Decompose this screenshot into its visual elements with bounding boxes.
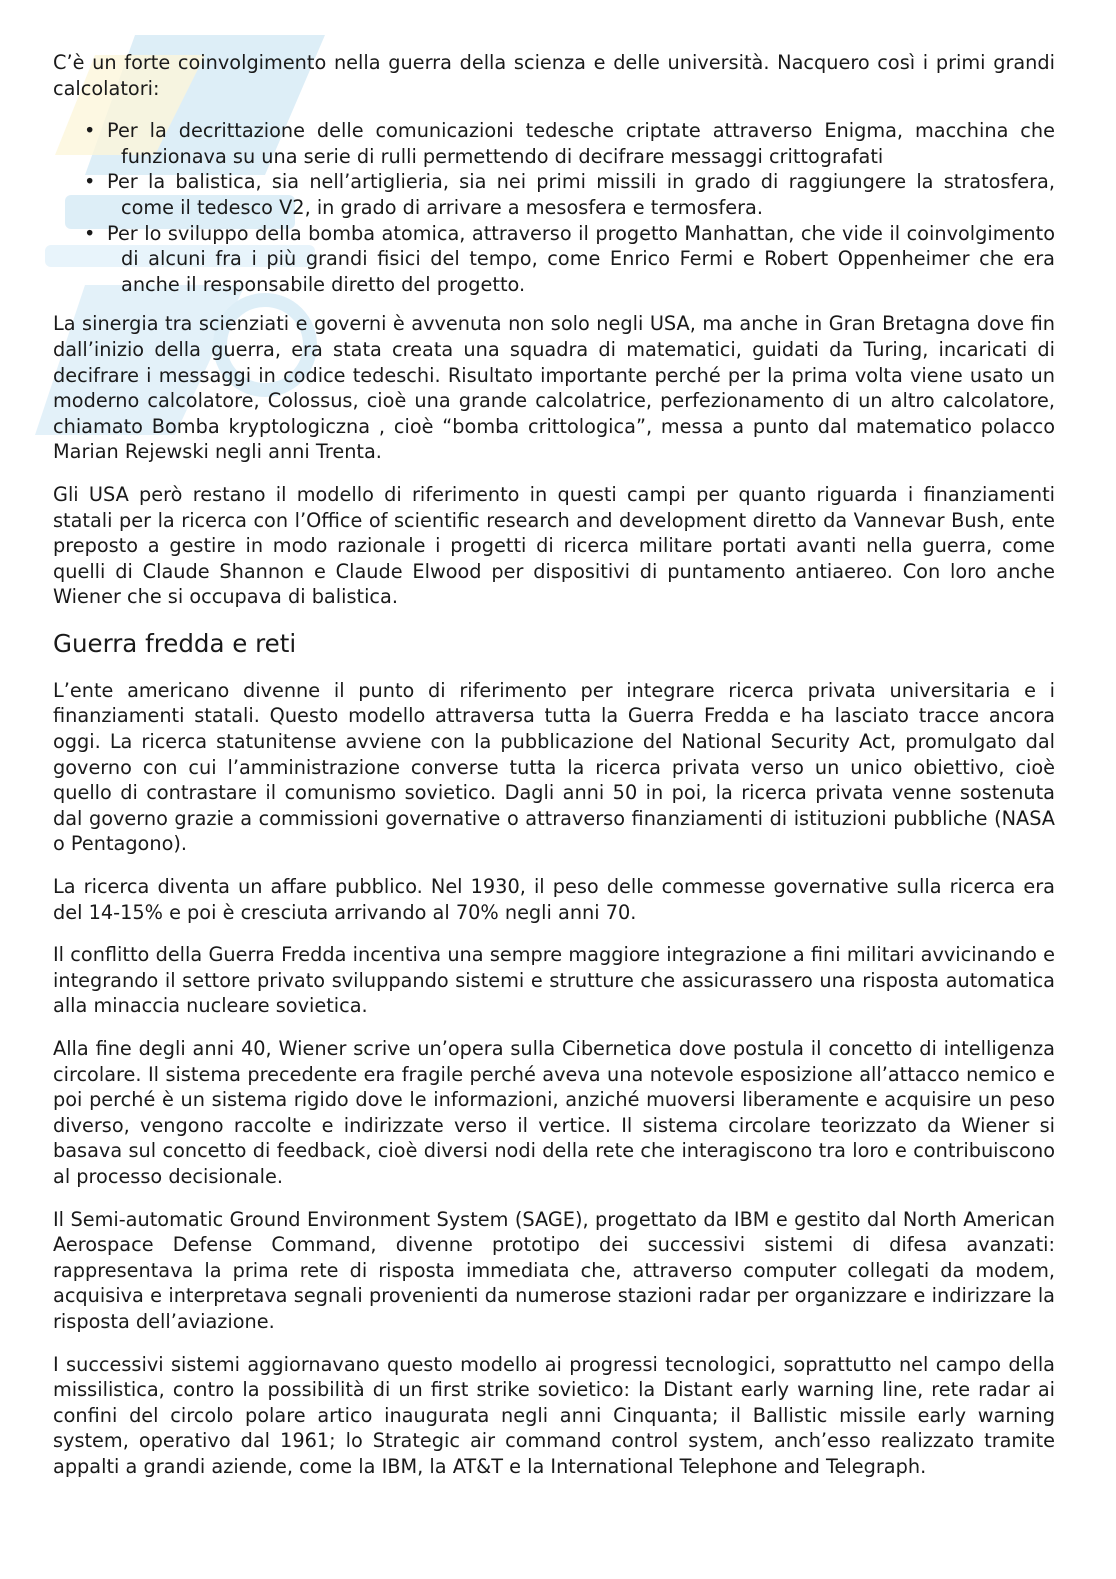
computers-bullet-list (53, 118, 1055, 297)
list-item: • Per la balistica, sia nell’artiglieria, sia nei primi missili in grado di raggiungere la stratosfera, come il tedesco V2, in grado di arrivare a mesosfera e termosfera. (84, 170, 1055, 219)
paragraph-usa-research: Gli USA però restano il modello di riferimento in questi campi per quanto riguarda i finanziamenti statali per la ricerca con l’Office of scientific research and development diretto da Vannevar Bush, ente preposto a gestire in modo razionale i progetti di ricerca militare portati avanti nella guerra, come quelli di Claude Shannon e Claude Elwood per dispositivi di puntamento antiaereo. Con loro anche Wiener che si occupava di balistica. (53, 482, 1055, 609)
list-item: • Per la decrittazione delle comunicazioni tedesche criptate attraverso Enigma, macchina che funzionava su una serie di rulli permettendo di decifrare messaggi crittografati (84, 119, 1055, 168)
paragraph-cold-war-conflict: Il conflitto della Guerra Fredda incentiva una sempre maggiore integrazione a fini militari avvicinando e integrando il settore privato sviluppando sistemi e strutture che assicurassero una risposta automatica alla minaccia nucleare sovietica. (53, 943, 1055, 1018)
paragraph-synergy: La sinergia tra scienziati e governi è avvenuta non solo negli USA, ma anche in Gran Bretagna dove fin dall’inizio della guerra, era stata creata una squadra di matematici, guidati da Turing, incaricati di decifrare i messaggi in codice tedeschi. Risultato importante perché per la prima volta viene usato un moderno calcolatore, Colossus, cioè una grande calcolatrice, perfezionamento di un altro calcolatore, chiamato Bomba kryptologiczna , cioè “bomba crittologica”, messa a punto dal matematico polacco Marian Rejewski negli anni Trenta. (53, 312, 1055, 464)
paragraph-sage: Il Semi-automatic Ground Environment System (SAGE), progettato da IBM e gestito dal North American Aerospace Defense Command, divenne prototipo dei successivi sistemi di difesa avanzati: rappresentava la prima rete di risposta immediata che, attraverso computer collegati da modem, acquisiva e interpretava segnali provenienti da numerose stazioni radar per organizzare e indirizzare la risposta dell’aviazione. (53, 1207, 1055, 1333)
bullet-icon: • (84, 221, 96, 245)
paragraph-later-systems: I successivi sistemi aggiornavano questo modello ai progressi tecnologici, soprattutto nel campo della missilistica, contro la possibilità di un first strike sovietico: la Distant early warning line, rete radar ai confini del circolo polare artico inaugurata negli anni Cinquanta; il Ballistic missile early warning system, operativo dal 1961; lo Strategic air command control system, anch’esso realizzato tramite appalti a grandi aziende, come la IBM, la AT&T e la International Telephone and Telegraph. (53, 1352, 1055, 1478)
intro-paragraph: C’è un forte coinvolgimento nella guerra della scienza e delle università. Nacquero così i primi grandi calcolatori: (53, 51, 1055, 100)
paragraph-american-agency: L’ente americano divenne il punto di riferimento per integrare ricerca privata universitaria e i finanziamenti statali. Questo modello attraversa tutta la Guerra Fredda e ha lasciato tracce ancora oggi. La ricerca statunitense avviene con la pubblicazione del National Security Act, promulgato dal governo con cui l’amministrazione converse tutta la ricerca privata verso un unico obiettivo, cioè quello di contrastare il comunismo sovietico. Dagli anni 50 in poi, la ricerca privata venne sostenuta dal governo grazie a commissioni governative o attraverso finanziamenti di istituzioni pubbliche (NASA o Pentagono). (53, 678, 1055, 856)
paragraph-public-affair: La ricerca diventa un affare pubblico. Nel 1930, il peso delle commesse governative sulla ricerca era del 14-15% e poi è cresciuta arrivando al 70% negli anni 70. (53, 875, 1055, 924)
section-heading: Guerra fredda e reti (53, 628, 297, 658)
document-page (53, 50, 1055, 1497)
paragraph-wiener-cybernetics: Alla fine degli anni 40, Wiener scrive un’opera sulla Cibernetica dove postula il concetto di intelligenza circolare. Il sistema precedente era fragile perché aveva una notevole esposizione all’attacco nemico e poi perché è un sistema rigido dove le informazioni, anziché muoversi liberamente e acquisire un peso diverso, vengono raccolte e indirizzate verso il vertice. Il sistema circolare teorizzato da Wiener si basava sul concetto di feedback, cioè diversi nodi della rete che interagiscono tra loro e contribuiscono al processo decisionale. (53, 1037, 1055, 1188)
bullet-icon: • (84, 119, 96, 143)
list-item: • Per lo sviluppo della bomba atomica, attraverso il progetto Manhattan, che vide il coinvolgimento di alcuni fra i più grandi fisici del tempo, come Enrico Fermi e Robert Oppenheimer che era anche il responsabile diretto del progetto. (84, 221, 1055, 296)
bullet-icon: • (84, 170, 96, 194)
